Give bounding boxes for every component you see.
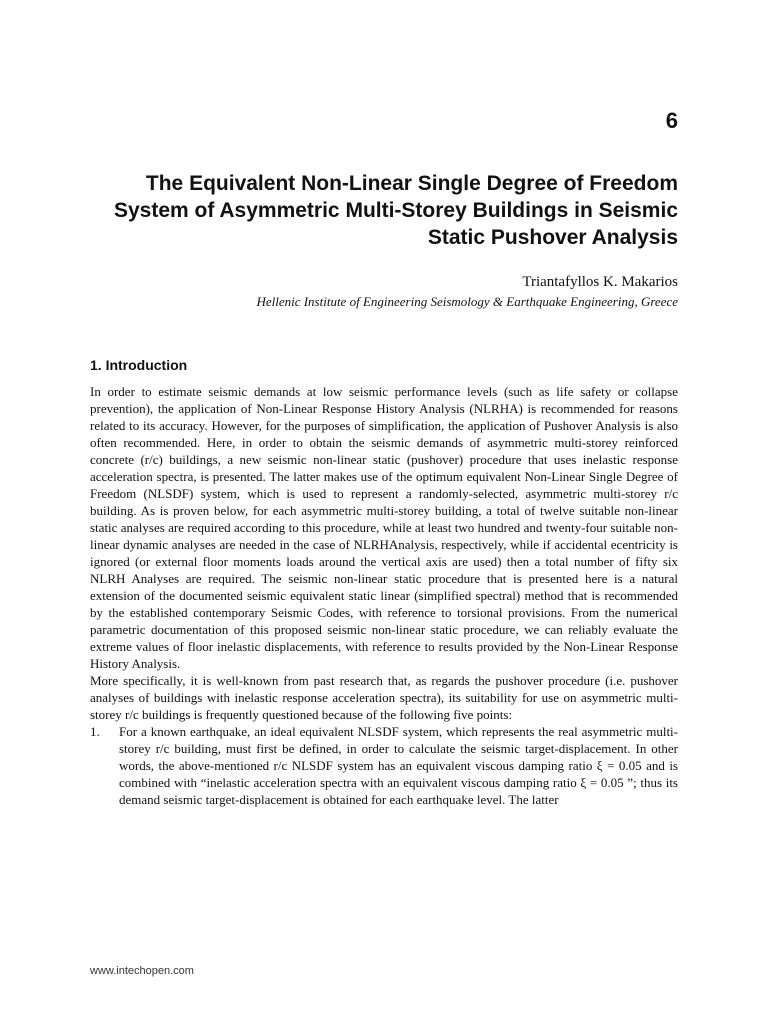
list-item [90,723,678,808]
author-affiliation: Hellenic Institute of Engineering Seismology & Earthquake Engineering, Greece [256,294,678,309]
section-heading: 1. Introduction [90,357,188,373]
section-body [90,383,678,808]
paragraph: In order to estimate seismic demands at low seismic performance levels (such as life safety or collapse prevention), the application of Non-Linear Response History Analysis (NLRHA) is recommended for reasons related to its accuracy. However, for the purposes of simplification, the application of Pushover Analysis is also often recommended. Here, in order to obtain the seismic demands of asymmetric multi-storey reinforced concrete (r/c) buildings, a new seismic non-linear static (pushover) procedure that uses inelastic response acceleration spectra, is presented. The latter makes use of the optimum equivalent Non-Linear Single Degree of Freedom (NLSDF) system, which is used to represent a randomly-selected, asymmetric multi-storey r/c building. As is proven below, for each asymmetric multi-storey building, a total of twelve suitable non-linear static analyses are required according to this procedure, while at least two hundred and twenty-four suitable non-linear dynamic analyses are needed in the case of NLRHAnalysis, respectively, while if accidental ecentricity is ignored (or external floor moments loads around the vertical axis are used) then a total number of fifty six NLRH Analyses are required. The seismic non-linear static procedure that is presented here is a natural extension of the documented seismic equivalent static linear (simplified spectral) method that is recommended by the established contemporary Seismic Codes, with reference to torsional provisions. From the numerical parametric documentation of this proposed seismic non-linear static procedure, we can reliably evaluate the extreme values of floor inelastic displacements, with reference to results provided by the Non-Linear Response History Analysis. [90,384,678,671]
numbered-list [90,723,678,808]
author-name: Triantafyllos K. Makarios [522,274,678,290]
paragraph: More specifically, it is well-known from past research that, as regards the pushover procedure (i.e. pushover analyses of buildings with inelastic response acceleration spectra), its suitability for use on asymmetric multi-storey r/c buildings is frequently questioned because of the following five points: [90,673,678,722]
list-item-number: 1. [90,724,100,739]
chapter-number: 6 [665,108,678,133]
chapter-title: The Equivalent Non-Linear Single Degree of Freedom System of Asymmetric Multi-Storey Buildings in Seismic Static Pushover Analysis [113,172,678,249]
list-item-text: For a known earthquake, an ideal equivalent NLSDF system, which represents the real asymmetric multi-storey r/c building, must first be defined, in order to calculate the seismic target-displacement. In other words, the above-mentioned r/c NLSDF system has an equivalent viscous damping ratio ξ = 0.05 and is combined with “inelastic acceleration spectra with an equivalent viscous damping ratio ξ = 0.05 ”; thus its demand seismic target-displacement is obtained for each earthquake level. The latter [119,724,678,807]
footer-url: www.intechopen.com [90,965,194,977]
